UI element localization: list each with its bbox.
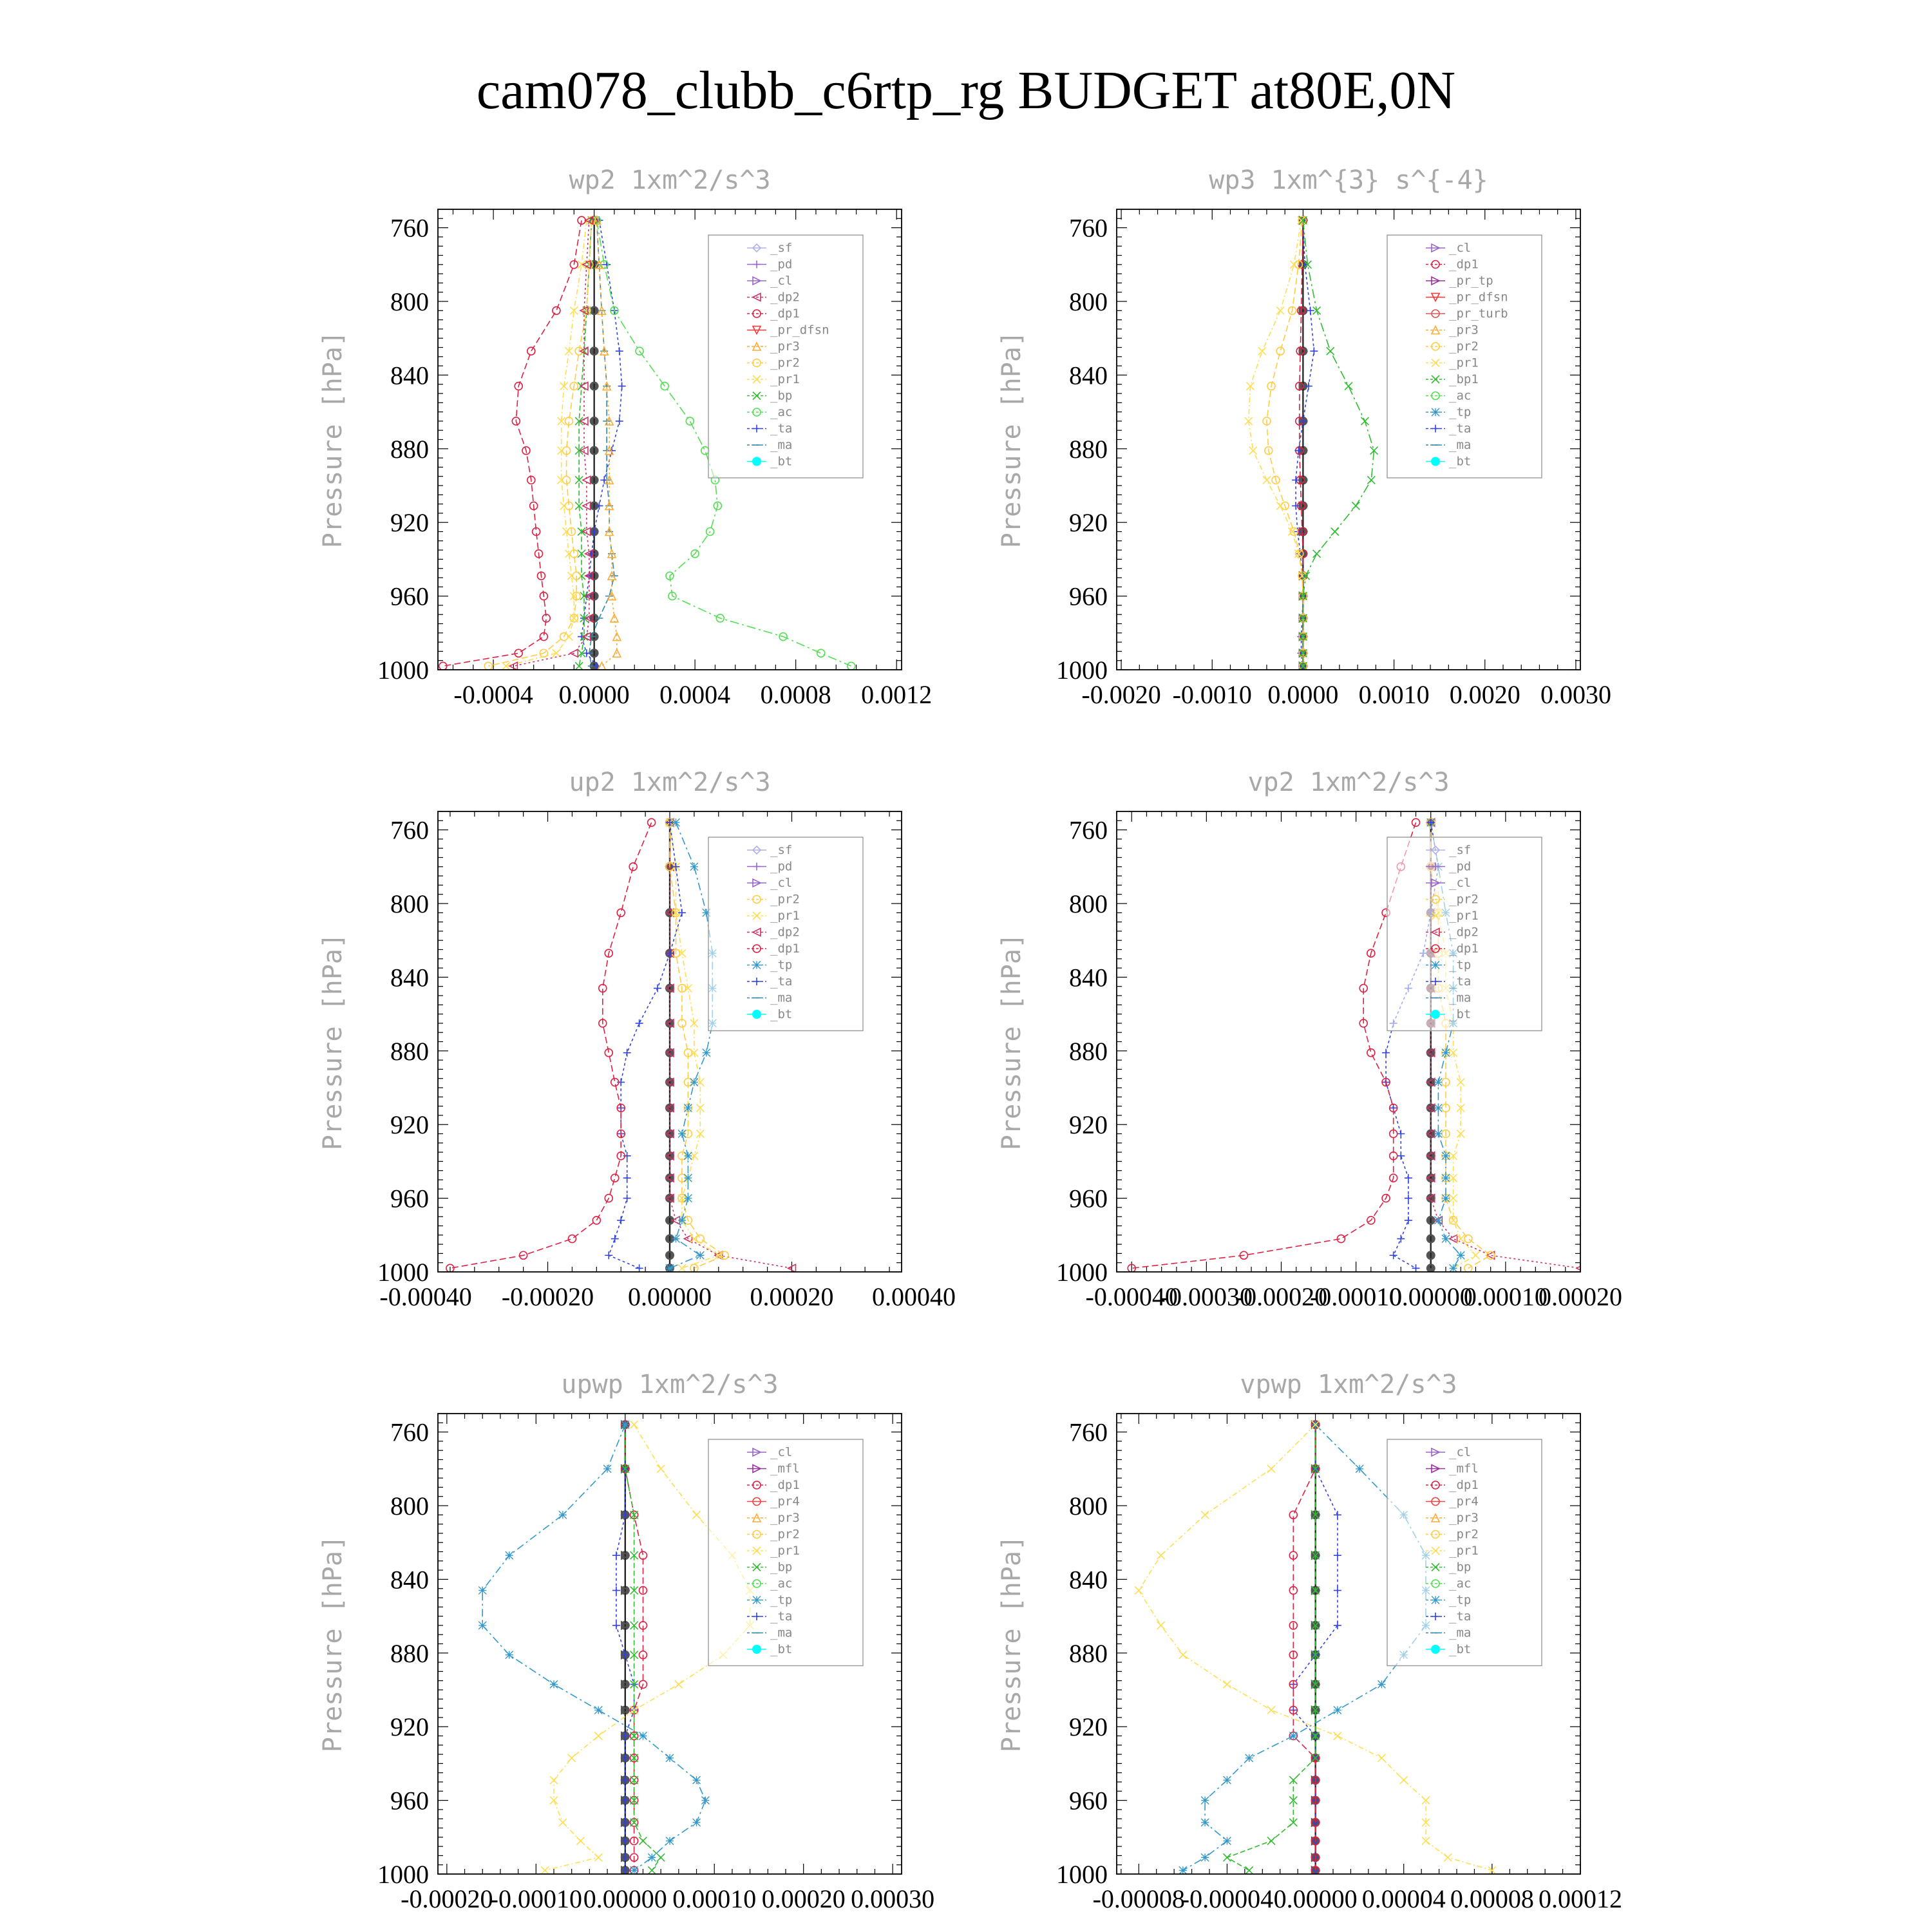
- y-axis-label: Pressure [hPa]: [318, 933, 348, 1151]
- legend-label: _cl: [770, 1445, 793, 1459]
- data-point-tp: [666, 1754, 674, 1762]
- legend-marker-bt: [1431, 1645, 1440, 1654]
- legend-label: _cl: [1449, 1445, 1472, 1459]
- legend-label: _ta: [1449, 421, 1472, 436]
- legend-label: _mfl: [770, 1461, 800, 1476]
- x-tick-label: 0.00030: [851, 1884, 935, 1913]
- legend-label: _pr1: [770, 372, 800, 386]
- x-tick-label: 0.00000: [583, 1884, 667, 1913]
- data-point-tp: [693, 1819, 701, 1826]
- legend-label: _pr2: [770, 355, 800, 370]
- data-point-tp: [1356, 1465, 1363, 1473]
- data-point-tp: [1201, 1819, 1209, 1826]
- legend-label: _cl: [770, 876, 793, 890]
- legend-label: _dp1: [770, 307, 800, 321]
- x-tick-label: -0.00020: [1235, 1282, 1328, 1311]
- data-point-tp: [550, 1680, 558, 1688]
- legend-label: _pr3: [770, 339, 800, 354]
- data-point-tp: [666, 1264, 674, 1272]
- x-tick-label: 0.00000: [628, 1282, 712, 1311]
- x-tick-label: 0.00012: [1539, 1884, 1622, 1913]
- legend-label: _ac: [770, 405, 793, 419]
- legend: [1387, 1439, 1542, 1666]
- x-tick-label: 0.00010: [1463, 1282, 1548, 1311]
- legend-label: _sf: [770, 843, 793, 857]
- data-point-tp: [701, 1797, 709, 1804]
- data-point-tp: [1201, 1853, 1209, 1861]
- y-axis-label: Pressure [hPa]: [318, 1535, 348, 1753]
- panel-title: wp2 1xm^2/s^3: [569, 166, 771, 195]
- legend-marker-bt: [752, 457, 761, 466]
- x-tick-label: 0.0000: [558, 680, 630, 709]
- y-tick-label: 840: [390, 1565, 429, 1595]
- x-tick-label: -0.00030: [1160, 1282, 1253, 1311]
- y-tick-label: 760: [1069, 213, 1108, 243]
- legend-marker-bt: [1431, 457, 1440, 466]
- y-tick-label: 800: [390, 1492, 429, 1520]
- y-tick-label: 1000: [377, 656, 429, 685]
- legend: [708, 1439, 863, 1666]
- y-tick-label: 960: [390, 1786, 429, 1815]
- data-point-tp: [678, 1130, 686, 1138]
- data-point-tp: [1442, 1195, 1450, 1202]
- x-tick-label: 0.0000: [1267, 680, 1339, 709]
- panel-title: up2 1xm^2/s^3: [569, 768, 771, 797]
- legend-label: _pd: [770, 257, 793, 272]
- y-tick-label: 840: [390, 361, 429, 390]
- y-tick-label: 760: [390, 815, 429, 845]
- legend-label: _pr_turb: [1449, 307, 1508, 321]
- legend-label: _dp1: [1449, 942, 1479, 956]
- legend-label: _ta: [770, 421, 793, 436]
- legend-label: _pd: [1449, 859, 1472, 874]
- data-point-tp: [1223, 1776, 1231, 1784]
- legend-label: _tp: [770, 958, 793, 972]
- x-tick-label: 0.0004: [659, 680, 731, 709]
- data-point-tp: [672, 819, 679, 826]
- y-tick-label: 960: [390, 582, 429, 611]
- legend-label: _pr1: [770, 909, 800, 923]
- legend-label: _bt: [770, 1007, 793, 1021]
- legend-marker-tp: [1432, 961, 1439, 969]
- data-point-tp: [1457, 1251, 1464, 1259]
- y-tick-label: 880: [1069, 1036, 1108, 1066]
- data-point-tp: [693, 1776, 701, 1784]
- y-tick-label: 800: [390, 287, 429, 316]
- legend-label: _pr1: [1449, 909, 1479, 923]
- legend-marker-bt: [752, 1645, 761, 1654]
- legend-label: _bp: [770, 388, 793, 403]
- y-axis-label: Pressure [hPa]: [997, 933, 1027, 1151]
- data-point-tp: [478, 1587, 486, 1595]
- data-point-tp: [603, 1465, 611, 1473]
- legend-label: _pr4: [770, 1494, 800, 1509]
- y-tick-label: 840: [390, 963, 429, 992]
- legend-label: _dp2: [770, 925, 800, 940]
- legend-label: _ma: [1449, 1625, 1472, 1640]
- y-tick-label: 920: [390, 1110, 429, 1140]
- legend-label: _ac: [1449, 388, 1472, 403]
- data-point-tp: [672, 1235, 679, 1243]
- data-point-tp: [648, 1853, 656, 1861]
- y-tick-label: 760: [390, 1417, 429, 1447]
- legend-label: _pr_dfsn: [1449, 290, 1508, 305]
- panel-title: vp2 1xm^2/s^3: [1247, 768, 1450, 797]
- data-point-tp: [639, 1732, 647, 1740]
- legend-label: _dp1: [1449, 1478, 1479, 1492]
- panel-title: upwp 1xm^2/s^3: [561, 1370, 779, 1399]
- data-point-tp: [630, 1866, 638, 1874]
- legend: [708, 235, 863, 478]
- y-tick-label: 920: [1069, 1110, 1108, 1140]
- legend-label: _pr2: [1449, 1527, 1479, 1542]
- x-tick-label: 0.00004: [1361, 1884, 1446, 1913]
- x-tick-label: 0.0030: [1540, 680, 1611, 709]
- data-point-tp: [1434, 1217, 1442, 1224]
- y-tick-label: 960: [1069, 1786, 1108, 1815]
- data-point-tp: [478, 1622, 486, 1629]
- data-point-tp: [1201, 1797, 1209, 1804]
- x-tick-label: -0.00004: [1180, 1884, 1274, 1913]
- data-point-tp: [1245, 1754, 1253, 1762]
- x-tick-label: 0.00020: [750, 1282, 834, 1311]
- legend-label: _ac: [770, 1577, 793, 1591]
- legend-label: _pr_tp: [1449, 274, 1493, 288]
- x-tick-label: 0.00008: [1450, 1884, 1534, 1913]
- data-point-tp: [684, 1152, 692, 1160]
- data-point-tp: [1442, 1152, 1450, 1160]
- panel-title: wp3 1xm^{3} s^{-4}: [1209, 166, 1488, 195]
- data-point-tp: [1223, 1837, 1231, 1845]
- legend-label: _ta: [770, 974, 793, 989]
- legend-label: _sf: [770, 241, 793, 255]
- legend-label: _ma: [770, 1625, 793, 1640]
- legend-marker-tp: [753, 1596, 761, 1604]
- legend-label: _ma: [770, 990, 793, 1005]
- legend-label: _ma: [770, 438, 793, 452]
- y-tick-label: 800: [1069, 889, 1108, 918]
- legend-label: _dp1: [770, 942, 800, 956]
- legend-label: _pr3: [1449, 323, 1479, 337]
- legend-label: _pr2: [770, 1527, 800, 1542]
- y-tick-label: 760: [390, 213, 429, 243]
- legend-label: _pr1: [770, 1544, 800, 1558]
- legend-label: _pr3: [770, 1511, 800, 1525]
- data-point-tp: [1378, 1680, 1385, 1688]
- x-tick-label: -0.00020: [501, 1282, 594, 1311]
- legend-label: _bp: [770, 1560, 793, 1575]
- y-tick-label: 800: [1069, 1492, 1108, 1520]
- x-tick-label: -0.00040: [379, 1282, 472, 1311]
- y-tick-label: 960: [1069, 582, 1108, 611]
- x-tick-label: 0.00020: [1539, 1282, 1622, 1311]
- data-point-tp: [594, 1706, 602, 1714]
- data-point-tp: [690, 863, 698, 871]
- data-point-tp: [506, 1651, 513, 1659]
- y-tick-label: 960: [1069, 1184, 1108, 1213]
- legend-label: _pr2: [770, 892, 800, 907]
- legend-label: _tp: [1449, 405, 1472, 419]
- data-point-tp: [1334, 1706, 1341, 1714]
- x-tick-label: -0.00020: [401, 1884, 493, 1913]
- legend-label: _cl: [1449, 241, 1472, 255]
- data-point-tp: [1434, 1104, 1442, 1112]
- legend-label: _mfl: [1449, 1461, 1479, 1476]
- data-point-tp: [690, 1078, 698, 1086]
- y-tick-label: 920: [1069, 1712, 1108, 1742]
- y-tick-label: 800: [390, 889, 429, 918]
- y-tick-label: 880: [1069, 434, 1108, 464]
- legend: [708, 837, 863, 1031]
- data-point-tp: [559, 1511, 567, 1519]
- legend: [1387, 837, 1542, 1031]
- data-point-tp: [678, 1217, 686, 1224]
- y-axis-label: Pressure [hPa]: [997, 330, 1027, 549]
- legend-label: _bt: [1449, 1007, 1472, 1021]
- data-point-tp: [696, 1251, 704, 1259]
- legend-label: _dp1: [1449, 257, 1479, 272]
- data-point-tp: [1434, 1130, 1442, 1138]
- data-point-tp: [1442, 1049, 1450, 1057]
- data-point-tp: [1442, 1235, 1450, 1243]
- legend-label: _pd: [770, 859, 793, 874]
- data-point-tp: [1442, 1174, 1450, 1182]
- y-tick-label: 920: [390, 1712, 429, 1742]
- data-point-tp: [684, 1104, 692, 1112]
- panel-title: vpwp 1xm^2/s^3: [1240, 1370, 1457, 1399]
- legend-label: _tp: [1449, 1593, 1472, 1607]
- legend-label: _ta: [1449, 974, 1472, 989]
- y-tick-label: 1000: [1056, 1860, 1108, 1889]
- legend-marker-tp: [753, 961, 761, 969]
- legend-label: _sf: [1449, 843, 1472, 857]
- legend-label: _bp1: [1449, 372, 1479, 386]
- legend-label: _dp1: [770, 1478, 800, 1492]
- x-tick-label: 0.0012: [861, 680, 933, 709]
- y-tick-label: 1000: [1056, 1258, 1108, 1287]
- x-tick-label: 0.0020: [1449, 680, 1520, 709]
- data-point-tp: [666, 1837, 674, 1845]
- legend: [1387, 235, 1542, 478]
- y-tick-label: 840: [1069, 361, 1108, 390]
- x-tick-label: -0.00008: [1092, 1884, 1185, 1913]
- x-tick-label: 0.00000: [1273, 1884, 1358, 1913]
- legend-marker-bt: [1431, 1010, 1440, 1019]
- data-point-tp: [1179, 1866, 1187, 1874]
- legend-label: _bt: [1449, 1642, 1472, 1656]
- x-tick-label: 0.00010: [672, 1884, 757, 1913]
- y-tick-label: 800: [1069, 287, 1108, 316]
- y-tick-label: 1000: [1056, 656, 1108, 685]
- legend-label: _tp: [770, 1593, 793, 1607]
- x-tick-label: 0.0008: [760, 680, 831, 709]
- legend-label: _ta: [770, 1609, 793, 1624]
- legend-label: _pr4: [1449, 1494, 1479, 1509]
- legend-marker-tp: [1432, 1596, 1439, 1604]
- x-tick-label: -0.00040: [1085, 1282, 1178, 1311]
- x-tick-label: 0.00020: [761, 1884, 846, 1913]
- x-tick-label: -0.00010: [489, 1884, 582, 1913]
- legend-label: _dp2: [770, 290, 800, 305]
- legend-marker-bt: [752, 1010, 761, 1019]
- y-tick-label: 960: [390, 1184, 429, 1213]
- legend-label: _cl: [770, 274, 793, 288]
- data-point-tp: [1434, 1078, 1442, 1086]
- legend-label: _tp: [1449, 958, 1472, 972]
- x-tick-label: -0.0010: [1172, 680, 1252, 709]
- y-axis-label: Pressure [hPa]: [997, 1535, 1027, 1753]
- y-tick-label: 920: [390, 508, 429, 538]
- legend-label: _bt: [770, 1642, 793, 1656]
- legend-label: _ac: [1449, 1577, 1472, 1591]
- y-tick-label: 840: [1069, 963, 1108, 992]
- y-tick-label: 1000: [377, 1860, 429, 1889]
- figure-title: cam078_clubb_c6rtp_rg BUDGET at80E,0N: [476, 61, 1456, 120]
- data-point-tp: [1450, 1264, 1457, 1272]
- y-axis-label: Pressure [hPa]: [318, 330, 348, 549]
- legend-label: _pr_dfsn: [770, 323, 829, 337]
- x-tick-label: -0.00010: [1309, 1282, 1403, 1311]
- legend-label: _pr1: [1449, 355, 1479, 370]
- legend-label: _dp2: [1449, 925, 1479, 940]
- data-point-tp: [1289, 1732, 1297, 1740]
- data-point-tp: [703, 1049, 710, 1057]
- legend-label: _ma: [1449, 438, 1472, 452]
- data-point-tp: [684, 1195, 692, 1202]
- legend-label: _bt: [1449, 454, 1472, 469]
- y-tick-label: 760: [1069, 815, 1108, 845]
- data-point-tp: [684, 1174, 692, 1182]
- y-tick-label: 920: [1069, 508, 1108, 538]
- x-tick-label: 0.00040: [871, 1282, 956, 1311]
- y-tick-label: 880: [1069, 1638, 1108, 1668]
- legend-label: _bt: [770, 454, 793, 469]
- y-tick-label: 880: [390, 1638, 429, 1668]
- legend-label: _bp: [1449, 1560, 1472, 1575]
- y-tick-label: 880: [390, 434, 429, 464]
- x-tick-label: 0.0010: [1358, 680, 1430, 709]
- data-point-tp: [506, 1551, 513, 1559]
- legend-label: _cl: [1449, 876, 1472, 890]
- legend-marker-tp: [1432, 408, 1439, 416]
- legend-label: _pr2: [1449, 892, 1479, 907]
- legend-label: _pr1: [1449, 1544, 1479, 1558]
- x-tick-label: 0.00000: [1388, 1282, 1473, 1311]
- x-tick-label: -0.0020: [1081, 680, 1161, 709]
- x-tick-label: -0.0004: [453, 680, 533, 709]
- y-tick-label: 1000: [377, 1258, 429, 1287]
- y-tick-label: 880: [390, 1036, 429, 1066]
- y-tick-label: 760: [1069, 1417, 1108, 1447]
- legend-label: _pr3: [1449, 1511, 1479, 1525]
- legend-label: _ma: [1449, 990, 1472, 1005]
- y-tick-label: 840: [1069, 1565, 1108, 1595]
- legend-label: _ta: [1449, 1609, 1472, 1624]
- legend-label: _pr2: [1449, 339, 1479, 354]
- data-point-tp: [621, 1421, 629, 1428]
